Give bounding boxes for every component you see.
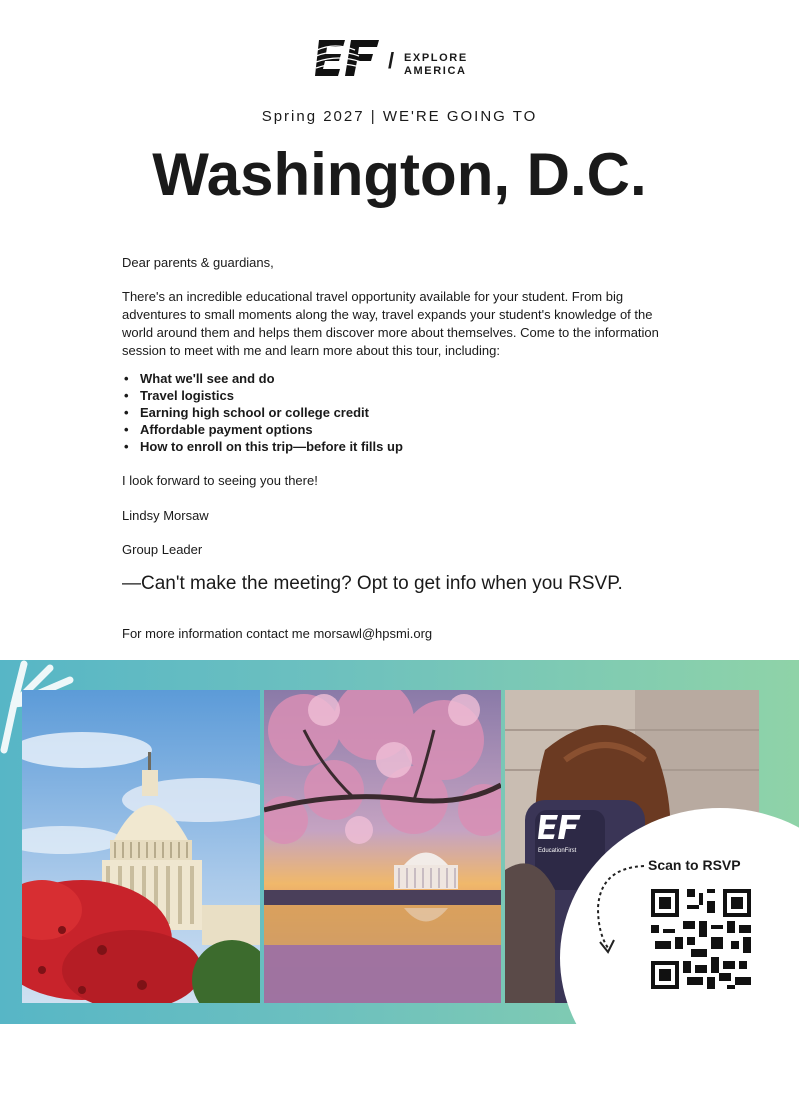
signature-name: Lindsy Morsaw <box>122 508 209 523</box>
list-item: • Affordable payment options <box>122 421 642 438</box>
brand-header <box>0 38 799 82</box>
ef-backpack-icon <box>538 812 582 842</box>
brand-divider: / <box>388 48 395 73</box>
brand-line-2: AMERICA <box>404 65 467 77</box>
intro-paragraph: There's an incredible educational travel opportunity available for your student. From big adventures to small moments along the way, travel expands your student's knowledge of the world around them and helps them discover more about themselves. Come to the information session to meet with me and learn more about this tour, including: <box>122 289 659 358</box>
cherry-blossom-photo <box>264 690 501 1003</box>
greeting: Dear parents & guardians, <box>122 255 274 270</box>
backpack-ef-logo <box>538 812 586 856</box>
list-item: • Travel logistics <box>122 387 642 404</box>
curved-arrow-icon <box>590 858 650 958</box>
brand-name <box>404 52 468 78</box>
topics-list <box>122 370 642 455</box>
list-item: • What we'll see and do <box>122 370 642 387</box>
closing-line: I look forward to seeing you there! <box>122 473 318 488</box>
page-title: Washington, D.C. <box>152 141 647 208</box>
ef-logo <box>315 38 381 78</box>
qr-code[interactable] <box>651 889 751 989</box>
backpack-logo-text: EducationFirst <box>538 848 577 854</box>
brand-line-1: EXPLORE <box>404 52 468 64</box>
trip-kicker: Spring 2027 | WE'RE GOING TO <box>261 108 538 125</box>
signature-role: Group Leader <box>122 542 203 557</box>
capitol-photo <box>22 690 260 1003</box>
contact-line: For more information contact me morsawl@hpsmi.org <box>122 626 433 641</box>
rsvp-note: —Can't make the meeting? Opt to get info when you RSVP. <box>122 573 623 594</box>
rsvp-label: Scan to RSVP <box>648 857 741 873</box>
list-item: • Earning high school or college credit <box>122 404 642 421</box>
list-item: • How to enroll on this trip—before it fills up <box>122 438 642 455</box>
